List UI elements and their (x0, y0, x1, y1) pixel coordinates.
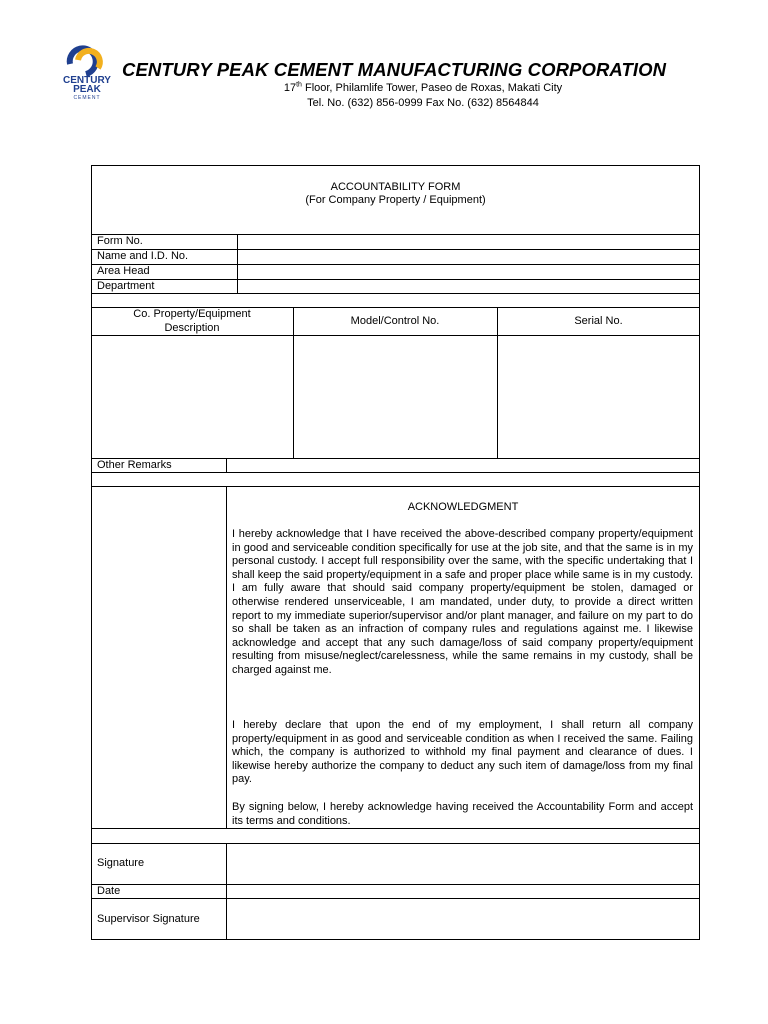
signature-label: Signature (97, 857, 145, 869)
rule-title-bottom (91, 234, 700, 235)
rule-date (91, 898, 700, 899)
vrule-col-2 (497, 307, 498, 458)
company-name: CENTURY PEAK CEMENT MANUFACTURING CORPORATION (122, 59, 667, 80)
logo-text-line3: CEMENT (73, 95, 101, 101)
rule-items-bottom (91, 458, 700, 459)
rule-field-3 (91, 279, 700, 280)
logo-emblem-icon (56, 44, 120, 104)
ack-paragraph-2: I hereby declare that upon the end of my employment, I shall return all company property/equipment in as good and serviceable condition as when I received the same. Failing which, the company is authorized to withhold my final payment and clearance of dues. I likewise hereby authorize the company to deduct any such item of damage/loss from my final pay. (232, 719, 693, 786)
field-label-form-no: Form No. (97, 235, 143, 247)
form-subtitle: (For Company Property / Equipment) (305, 194, 486, 206)
rule-signature (91, 884, 700, 885)
rule-columns-header (91, 335, 700, 336)
address-rest: Floor, Philamlife Tower, Paseo de Roxas, Makati City (301, 82, 563, 94)
vrule-signatures (226, 843, 227, 940)
rule-field-2 (91, 264, 700, 265)
col-header-property-line2: Description (164, 322, 220, 334)
col-header-serial: Serial No. (574, 315, 623, 327)
logo-text-line2: PEAK (73, 84, 101, 95)
other-remarks-label: Other Remarks (97, 459, 172, 471)
field-label-department: Department (97, 280, 155, 292)
company-contact: Tel. No. (632) 856-0999 Fax No. (632) 8564844 (307, 97, 539, 109)
rule-remarks (91, 472, 700, 473)
vrule-fields (237, 234, 238, 293)
field-label-area-head: Area Head (97, 265, 150, 277)
ack-paragraph-1: I hereby acknowledge that I have received the above-described company property/equipment in good and serviceable condition specifically for use at the job site, and that the same is in my personal custody. I accept full responsibility over the same, with the specific undertaking that I shall keep the said property/equipment in a safe and proper place while same is in my custody. I am fully aware that should said company property/equipment be stolen, damaged or otherwise rendered unserviceable, I am mandated, under duty, to provide a direct written report to my immediate superior/supervisor and/or plant manager, and failure on my part to do so shall be taken as an infraction of company rules and regulations against me. I likewise acknowledge and accept that any such damage/loss of said company property/equipment resulting from misuse/neglect/carelessness, while the same remains in my custody, shall be charged against me. (232, 528, 693, 676)
company-logo (56, 44, 120, 104)
rule-spacer-3 (91, 843, 700, 844)
rule-spacer-2 (91, 486, 700, 487)
vrule-remarks (226, 458, 227, 472)
col-header-property-line1: Co. Property/Equipment (133, 308, 251, 320)
address-floor-suffix: th (296, 81, 302, 89)
rule-field-4 (91, 293, 700, 294)
field-label-name-id: Name and I.D. No. (97, 250, 189, 262)
address-floor-number: 17 (283, 82, 297, 94)
ack-title: ACKNOWLEDGMENT (407, 501, 519, 513)
date-label: Date (97, 885, 121, 897)
ack-paragraph-3: By signing below, I hereby acknowledge having received the Accountability Form and accept its terms and conditions. (232, 801, 693, 827)
supervisor-signature-label: Supervisor Signature (97, 913, 200, 925)
vrule-col-1 (293, 307, 294, 458)
logo-text-line1: CENTURY (63, 75, 111, 86)
col-header-model: Model/Control No. (350, 315, 440, 327)
company-address (0, 82, 768, 94)
vrule-ack (226, 486, 227, 828)
form-title: ACCOUNTABILITY FORM (330, 181, 461, 193)
